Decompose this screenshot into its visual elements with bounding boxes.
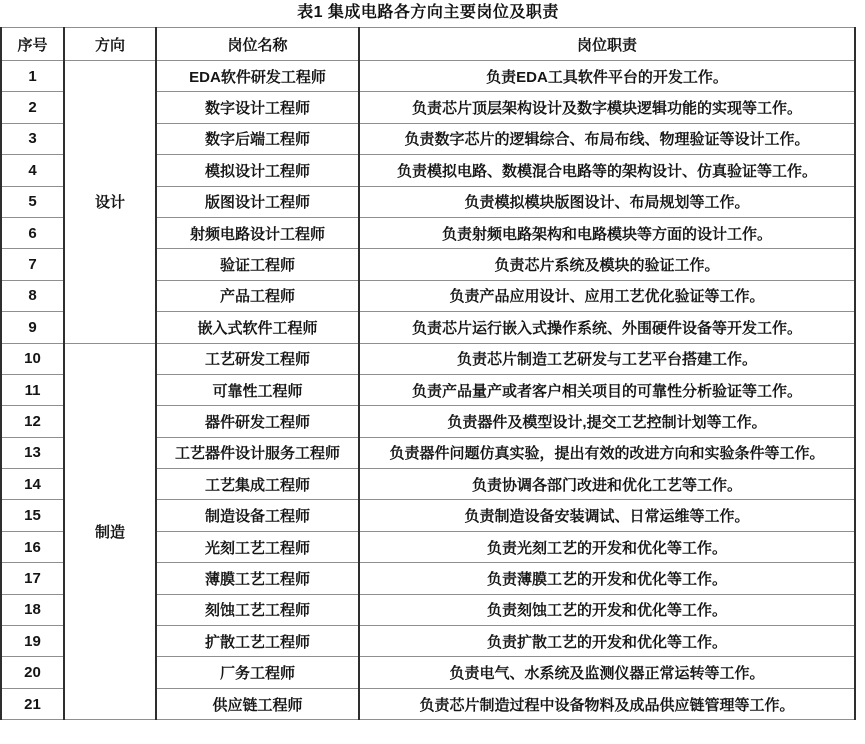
position-duty-cell: 负责芯片制造工艺研发与工艺平台搭建工作。 — [359, 343, 855, 374]
table-row — [1, 61, 855, 92]
position-name-cell: 嵌入式软件工程师 — [156, 312, 359, 343]
position-name-cell: 工艺集成工程师 — [156, 469, 359, 500]
position-duty-cell: 负责薄膜工艺的开发和优化等工作。 — [359, 563, 855, 594]
position-name-cell: 刻蚀工艺工程师 — [156, 594, 359, 625]
position-duty-cell: 负责模拟模块版图设计、布局规划等工作。 — [359, 186, 855, 217]
row-number-cell: 15 — [1, 500, 64, 531]
position-duty-cell: 负责模拟电路、数模混合电路等的架构设计、仿真验证等工作。 — [359, 155, 855, 186]
position-name-cell: 数字后端工程师 — [156, 123, 359, 154]
row-number-cell: 21 — [1, 688, 64, 719]
row-number-cell: 20 — [1, 657, 64, 688]
position-duty-cell: 负责芯片顶层架构设计及数字模块逻辑功能的实现等工作。 — [359, 92, 855, 123]
row-number-cell: 8 — [1, 280, 64, 311]
row-number-cell: 9 — [1, 312, 64, 343]
position-name-cell: 数字设计工程师 — [156, 92, 359, 123]
row-number-cell: 14 — [1, 469, 64, 500]
position-duty-cell: 负责EDA工具软件平台的开发工作。 — [359, 61, 855, 92]
header-direction: 方向 — [64, 28, 156, 61]
row-number-cell: 18 — [1, 594, 64, 625]
row-number-cell: 3 — [1, 123, 64, 154]
positions-table — [0, 27, 856, 720]
position-duty-cell: 负责产品应用设计、应用工艺优化验证等工作。 — [359, 280, 855, 311]
position-name-cell: 验证工程师 — [156, 249, 359, 280]
row-number-cell: 2 — [1, 92, 64, 123]
position-duty-cell: 负责芯片系统及模块的验证工作。 — [359, 249, 855, 280]
position-name-cell: 可靠性工程师 — [156, 374, 359, 405]
direction-cell: 制造 — [64, 343, 156, 720]
position-duty-cell: 负责刻蚀工艺的开发和优化等工作。 — [359, 594, 855, 625]
row-number-cell: 12 — [1, 406, 64, 437]
row-number-cell: 19 — [1, 626, 64, 657]
position-duty-cell: 负责电气、水系统及监测仪器正常运转等工作。 — [359, 657, 855, 688]
direction-cell: 设计 — [64, 61, 156, 344]
position-name-cell: 厂务工程师 — [156, 657, 359, 688]
position-name-cell: 供应链工程师 — [156, 688, 359, 719]
header-duty: 岗位职责 — [359, 28, 855, 61]
row-number-cell: 1 — [1, 61, 64, 92]
position-name-cell: 模拟设计工程师 — [156, 155, 359, 186]
position-name-cell: 射频电路设计工程师 — [156, 217, 359, 248]
row-number-cell: 5 — [1, 186, 64, 217]
table-header — [1, 28, 855, 61]
position-name-cell: EDA软件研发工程师 — [156, 61, 359, 92]
position-name-cell: 工艺研发工程师 — [156, 343, 359, 374]
row-number-cell: 4 — [1, 155, 64, 186]
position-duty-cell: 负责产品量产或者客户相关项目的可靠性分析验证等工作。 — [359, 374, 855, 405]
position-name-cell: 制造设备工程师 — [156, 500, 359, 531]
position-duty-cell: 负责器件问题仿真实验，提出有效的改进方向和实验条件等工作。 — [359, 437, 855, 468]
row-number-cell: 11 — [1, 374, 64, 405]
position-name-cell: 版图设计工程师 — [156, 186, 359, 217]
position-duty-cell: 负责射频电路架构和电路模块等方面的设计工作。 — [359, 217, 855, 248]
position-duty-cell: 负责器件及模型设计,提交工艺控制计划等工作。 — [359, 406, 855, 437]
table-row — [1, 343, 855, 374]
row-number-cell: 17 — [1, 563, 64, 594]
position-name-cell: 产品工程师 — [156, 280, 359, 311]
position-duty-cell: 负责芯片运行嵌入式操作系统、外围硬件设备等开发工作。 — [359, 312, 855, 343]
position-duty-cell: 负责光刻工艺的开发和优化等工作。 — [359, 531, 855, 562]
row-number-cell: 6 — [1, 217, 64, 248]
header-no: 序号 — [1, 28, 64, 61]
position-duty-cell: 负责数字芯片的逻辑综合、布局布线、物理验证等设计工作。 — [359, 123, 855, 154]
position-duty-cell: 负责协调各部门改进和优化工艺等工作。 — [359, 469, 855, 500]
table-title: 表1 集成电路各方向主要岗位及职责 — [297, 4, 559, 21]
row-number-cell: 10 — [1, 343, 64, 374]
position-duty-cell: 负责扩散工艺的开发和优化等工作。 — [359, 626, 855, 657]
position-name-cell: 扩散工艺工程师 — [156, 626, 359, 657]
header-position: 岗位名称 — [156, 28, 359, 61]
row-number-cell: 7 — [1, 249, 64, 280]
table-body — [1, 61, 855, 720]
header-row — [1, 28, 855, 61]
position-duty-cell: 负责芯片制造过程中设备物料及成品供应链管理等工作。 — [359, 688, 855, 719]
row-number-cell: 13 — [1, 437, 64, 468]
position-name-cell: 器件研发工程师 — [156, 406, 359, 437]
row-number-cell: 16 — [1, 531, 64, 562]
position-name-cell: 光刻工艺工程师 — [156, 531, 359, 562]
position-name-cell: 薄膜工艺工程师 — [156, 563, 359, 594]
position-duty-cell: 负责制造设备安装调试、日常运维等工作。 — [359, 500, 855, 531]
position-name-cell: 工艺器件设计服务工程师 — [156, 437, 359, 468]
